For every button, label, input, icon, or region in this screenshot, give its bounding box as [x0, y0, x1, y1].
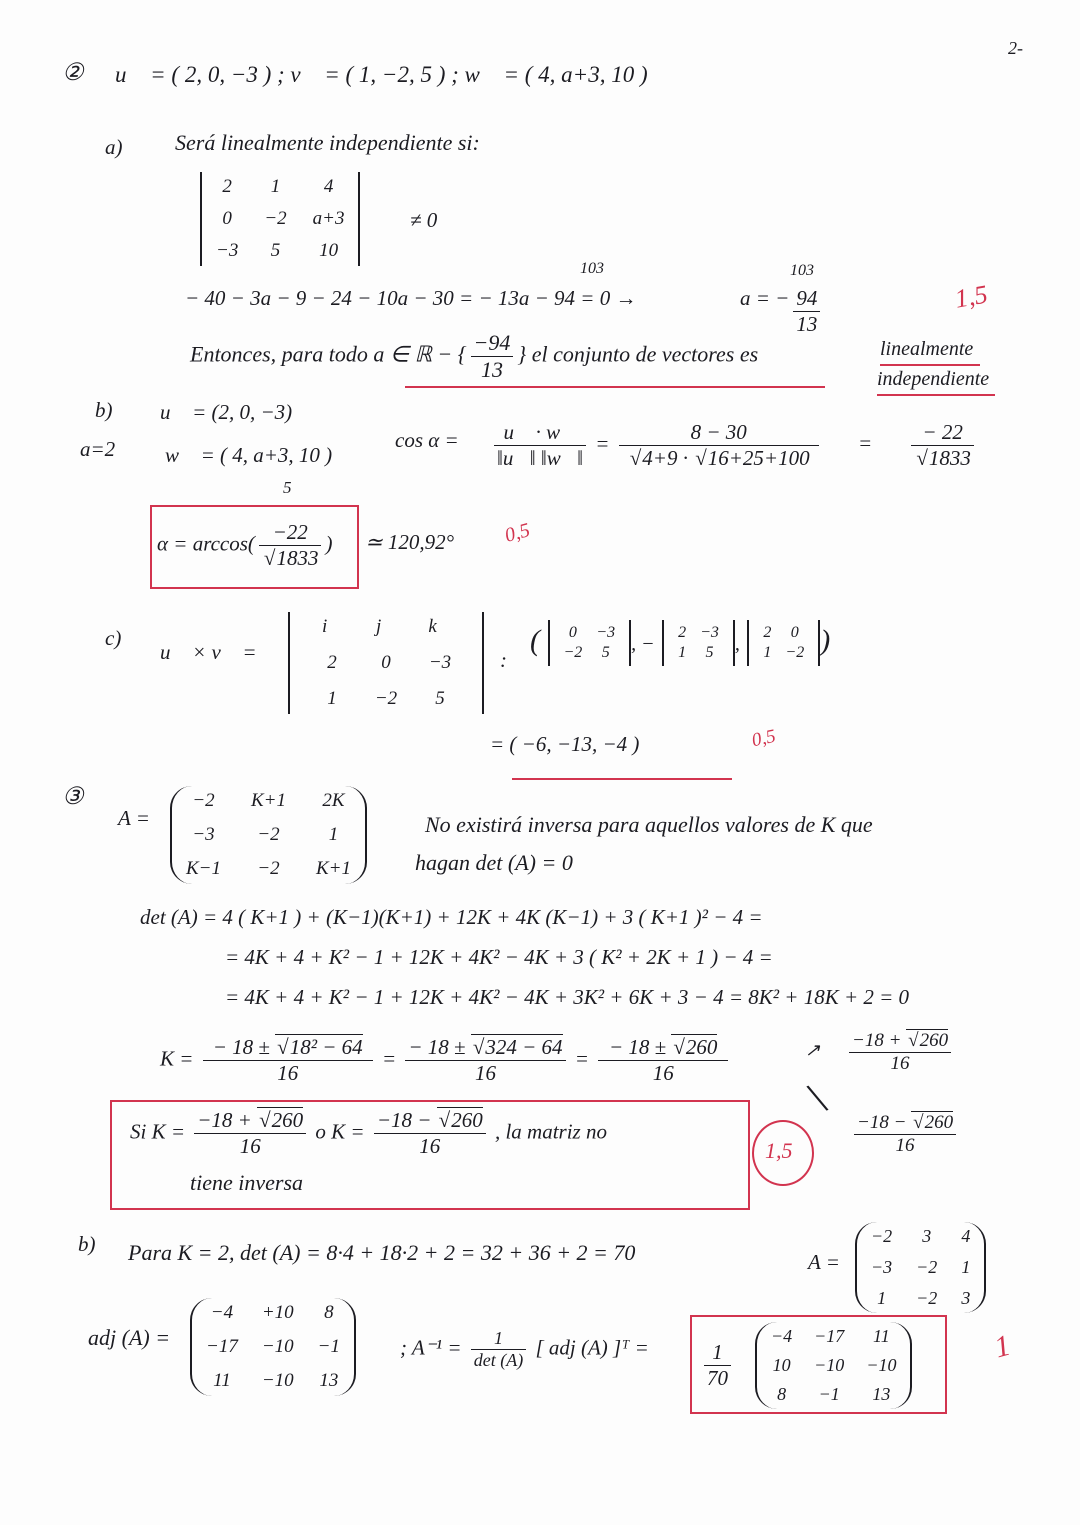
not-equal-zero: ≠ 0 — [410, 208, 438, 232]
cell: 13 — [872, 1384, 891, 1404]
answer-text — [130, 1108, 607, 1159]
inverse-fraction — [700, 1340, 735, 1391]
cell: 0 — [381, 652, 391, 673]
cell: K+1 — [316, 858, 351, 879]
sqrt: √ 260 — [257, 1107, 303, 1132]
grade-mark: 1,5 — [952, 279, 990, 314]
denominator: 13 — [480, 357, 503, 382]
sqrt: √ 260 — [437, 1107, 483, 1132]
cell: 2 — [222, 176, 232, 197]
cos-label: cos α = — [395, 428, 459, 452]
substitution: 5 — [283, 478, 292, 497]
det-line-1: det (A) = 4 ( K+1 ) + (K−1)(K+1) + 12K + 4K (K−1) + 3 ( K+1 )² − 4 = — [140, 905, 763, 929]
cell: 1 — [877, 1288, 887, 1308]
part-label: b) — [95, 398, 113, 422]
cell: −10 — [261, 1370, 294, 1391]
underline — [512, 778, 732, 780]
cell: a+3 — [312, 208, 345, 229]
underline — [877, 394, 995, 396]
inverse-formula — [400, 1328, 649, 1371]
denominator: ‖u⃗‖ ‖w⃗‖ — [497, 446, 584, 470]
text: , — [734, 632, 740, 655]
cell: 1 — [678, 644, 687, 661]
cell: −10 — [814, 1355, 845, 1375]
text: [ adj (A) ]ᵀ = — [535, 1335, 649, 1360]
cell: −4 — [771, 1326, 793, 1346]
correction: 103 — [790, 262, 814, 279]
determinant-matrix — [200, 172, 360, 266]
cell: −10 — [261, 1336, 294, 1357]
cell: K−1 — [186, 858, 221, 879]
cell: 1 — [763, 644, 772, 661]
denominator: 70 — [707, 1366, 728, 1390]
vectors-definition: u⃗ = ( 2, 0, −3 ) ; v⃗ = ( 1, −2, 5 ) ; w⃗ = ( 4, a+3, 10 ) — [115, 62, 648, 87]
numerator: 1 — [471, 1328, 526, 1350]
correction: 103 — [580, 260, 604, 277]
cell: −2 — [264, 208, 287, 229]
cell: −4 — [210, 1302, 234, 1323]
cell: −1 — [818, 1384, 840, 1404]
cell: K+1 — [251, 790, 286, 811]
numerator: − 22 — [911, 420, 974, 446]
equation: − 40 − 3a − 9 − 24 − 10a − 30 = − 13a − 94 = 0 → — [185, 286, 637, 310]
statement: No existirá inversa para aquellos valores de K que — [425, 812, 873, 837]
det-line-3: = 4K + 4 + K² − 1 + 12K + 4K² − 4K + 3K² + 6K + 3 − 4 = 8K² + 18K + 2 = 0 — [225, 985, 910, 1009]
cross-product-matrix — [288, 612, 484, 714]
matrix-a — [170, 786, 367, 884]
cell: 2 — [763, 624, 772, 641]
denominator: 16 — [239, 1134, 261, 1158]
det-line-2: = 4K + 4 + K² − 1 + 12K + 4K² − 4K + 3 ( K² + 2K + 1 ) − 4 = — [225, 945, 773, 969]
cell: k⃗ — [428, 616, 452, 637]
numerator: u⃗ · w⃗ — [494, 420, 586, 446]
cross-product-result: = ( −6, −13, −4 ) — [490, 732, 640, 756]
denominator: 16 — [474, 1061, 496, 1085]
cell: 2 — [678, 624, 687, 641]
text: o K = — [315, 1119, 365, 1144]
grade-mark: 0,5 — [502, 519, 533, 547]
denominator: 16 — [419, 1134, 441, 1158]
cell: −3 — [216, 240, 239, 261]
cell: 10 — [772, 1355, 791, 1375]
cell: 5 — [705, 644, 714, 661]
sqrt: √ 1833 — [262, 545, 319, 570]
conclusion — [190, 330, 758, 383]
cell: 1 — [327, 688, 337, 709]
statement: hagan det (A) = 0 — [415, 850, 573, 875]
a-value: a=2 — [80, 437, 116, 461]
denominator: 16 — [895, 1135, 915, 1156]
vector-u: u⃗ = (2, 0, −3) — [160, 400, 293, 424]
cell: −1 — [317, 1336, 340, 1357]
cell: 11 — [873, 1326, 890, 1346]
denominator: 16 — [890, 1053, 910, 1074]
part-label: b) — [78, 1232, 96, 1256]
exercise-number: ③ — [62, 784, 84, 810]
cell: −2 — [785, 644, 805, 661]
text: , − — [631, 632, 655, 655]
cell: i⃗ — [321, 616, 343, 637]
adj-label: adj (A) = — [88, 1325, 171, 1350]
cell: 8 — [324, 1302, 334, 1323]
cell: 5 — [435, 688, 445, 709]
answer-text: tiene inversa — [190, 1170, 304, 1195]
text: , la matriz no — [494, 1119, 607, 1144]
arrow-icon: ╲ — [802, 1083, 829, 1116]
underline — [880, 364, 980, 366]
text: ; A⁻¹ = — [400, 1335, 462, 1360]
root-1 — [845, 1030, 955, 1075]
minor — [662, 620, 735, 666]
cell: 2 — [327, 652, 337, 673]
cell: −3 — [596, 624, 616, 641]
sqrt: √ 324 − 64 — [471, 1034, 563, 1059]
cell: −3 — [871, 1257, 893, 1277]
sqrt: √ 1833 — [914, 445, 971, 470]
text: } el conjunto de vectores es — [517, 341, 759, 367]
cell: 2K — [322, 790, 345, 811]
sqrt: √ 260 — [911, 1111, 953, 1133]
minor — [747, 620, 820, 666]
cell: 3 — [922, 1226, 932, 1246]
minors: ( 0 −3 −2 5 , − 2 −3 1 5 , 2 0 1 −2 ) — [530, 620, 830, 666]
text: −18 + — [852, 1030, 907, 1051]
cell: −2 — [916, 1288, 938, 1308]
cell: +10 — [261, 1302, 294, 1323]
denominator: det (A) — [473, 1350, 524, 1370]
part-label: c) — [105, 626, 122, 650]
exercise-number: ② — [62, 60, 84, 86]
cell: 1 — [270, 176, 281, 197]
grade-mark: 1 — [990, 1328, 1014, 1365]
sqrt: √ 4+9 — [628, 445, 678, 470]
cell: −10 — [866, 1355, 897, 1375]
cell: 0 — [222, 208, 232, 229]
matrix-label: A = — [808, 1250, 840, 1274]
text: Entonces, para todo a ∈ ℝ − { — [190, 341, 467, 367]
text: Si K = — [130, 1119, 186, 1144]
det-k2: Para K = 2, det (A) = 8·4 + 18·2 + 2 = 32 + 36 + 2 = 70 — [128, 1240, 636, 1265]
text: α = arccos — [157, 531, 248, 556]
cell: −17 — [814, 1326, 845, 1346]
text: − 18 ± — [608, 1035, 672, 1059]
cell: −2 — [257, 824, 280, 845]
numerator: −22 — [259, 520, 322, 546]
cos-formula: $\frac{u⃗ \cdot w⃗}{‖u⃗‖ ‖w⃗‖}$ = 8 − 30 √ 4+9 · √ 16+25+100 = − 22 √ 1833 — [490, 420, 978, 471]
matrix-a-k2 — [855, 1222, 986, 1313]
sqrt: √ 18² − 64 — [275, 1034, 363, 1059]
denominator: 16 — [277, 1061, 299, 1085]
adjugate-matrix — [190, 1298, 356, 1396]
denominator: 13 — [796, 312, 818, 336]
minor — [548, 620, 632, 666]
alpha-result: α = arccos( −22 √ 1833 ) — [157, 520, 332, 571]
colon: : — [500, 648, 507, 672]
grade-mark: 0,5 — [749, 725, 778, 752]
equals: = — [857, 431, 873, 456]
numerator: −94 — [471, 330, 514, 357]
statement: Será linealmente independiente si: — [175, 130, 480, 155]
k-solution: K = $\frac{\text{− 18 ± √ 18² − 64}}{16}$ = $\frac{- 18 \pm √ 324 - 64}{16}$ = $\frac{- 18 \pm √ 260}{16}$ — [160, 1035, 732, 1086]
underline — [405, 386, 825, 388]
text: K = — [160, 1046, 194, 1071]
conclusion-end: independiente — [877, 368, 990, 390]
cell: 4 — [323, 176, 334, 197]
text: − 18 ± — [212, 1035, 276, 1059]
cell: 4 — [961, 1226, 971, 1246]
sqrt: √ 260 — [906, 1029, 948, 1051]
cell: −2 — [374, 688, 398, 709]
arrow-icon: ↗ — [805, 1040, 821, 1060]
cell: 10 — [319, 240, 339, 261]
cell: −2 — [257, 858, 280, 879]
cell: −2 — [871, 1226, 893, 1246]
part-label: a) — [105, 135, 123, 159]
cell: 3 — [961, 1288, 971, 1308]
numerator: 94 — [793, 286, 820, 312]
grade-mark: 1,5 — [765, 1138, 793, 1163]
cell: 1 — [328, 824, 339, 845]
sqrt: √ 16+25+100 — [693, 445, 809, 470]
cell: −3 — [700, 624, 719, 641]
page-number: 2- — [1008, 38, 1023, 58]
inverse-matrix — [755, 1322, 912, 1409]
cell: −2 — [192, 790, 215, 811]
cell: −2 — [563, 644, 583, 661]
cell: −3 — [428, 652, 452, 673]
text: −18 + — [197, 1108, 258, 1132]
cell: j⃗ — [375, 616, 397, 637]
vector-w: w⃗ = ( 4, a+3, 10 ) — [165, 443, 333, 467]
cell: 8 — [777, 1384, 787, 1404]
cell: 0 — [568, 624, 577, 641]
alpha-value: ≃ 120,92° — [365, 530, 454, 554]
root-2 — [850, 1112, 960, 1157]
cross-product-lhs: u⃗ × v⃗ = — [160, 640, 257, 664]
cell: −3 — [192, 824, 215, 845]
numerator: 8 − 30 — [619, 420, 819, 446]
text: − 18 ± — [408, 1035, 471, 1059]
numerator: 1 — [704, 1340, 731, 1366]
cell: 13 — [319, 1370, 339, 1391]
cell: 1 — [961, 1257, 971, 1277]
text: −18 − — [376, 1108, 437, 1132]
matrix-label: A = — [118, 806, 150, 830]
conclusion-end: linealmente — [880, 338, 974, 360]
cell: 5 — [270, 240, 281, 261]
text: −18 − — [857, 1112, 912, 1133]
cell: −17 — [206, 1336, 238, 1357]
text: a = − — [740, 286, 790, 310]
equals: = — [595, 431, 610, 456]
cell: −2 — [916, 1257, 938, 1277]
cell: 11 — [213, 1370, 231, 1391]
sqrt: √ 260 — [671, 1034, 717, 1059]
cell: 0 — [790, 624, 799, 641]
denominator: 16 — [652, 1061, 674, 1085]
cell: 5 — [601, 644, 610, 661]
